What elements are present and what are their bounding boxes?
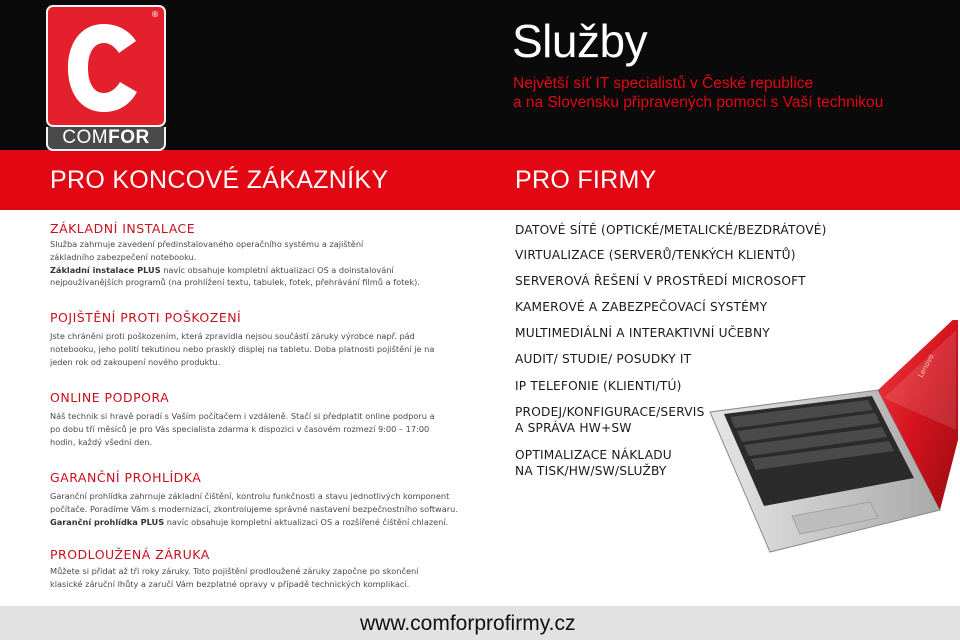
online-support-section bbox=[50, 390, 460, 448]
business-band-label: PRO FIRMY bbox=[515, 166, 657, 194]
registered-mark: ® bbox=[151, 10, 159, 19]
warranty-check-section bbox=[50, 470, 460, 528]
section-heading: ZÁKLADNÍ INSTALACE bbox=[50, 221, 196, 236]
business-item: SERVEROVÁ ŘEŠENÍ V PROSTŘEDÍ MICROSOFT bbox=[515, 274, 806, 288]
extended-warranty-section bbox=[50, 547, 460, 591]
section-heading: PRODLOUŽENÁ ZÁRUKA bbox=[50, 547, 210, 562]
business-item: VIRTUALIZACE (SERVERŮ/TENKÝCH KLIENTŮ) bbox=[515, 248, 796, 262]
website-link[interactable]: www.comforprofirmy.cz bbox=[360, 612, 576, 635]
section-heading: GARANČNÍ PROHLÍDKA bbox=[50, 470, 202, 485]
business-item: IP TELEFONIE (KLIENTI/TÚ) bbox=[515, 379, 682, 393]
section-text: Služba zahrnuje zavedení předinstalovaného operačního systému a zajištění základního zabezpečení notebooku. Základní instalace PLUS navíc obsahuje kompletní aktualizaci OS a doinstalování nejpoužívanějších programů (na prohlížení textu, tabulek, fotek, přehrávání filmů a fotek). bbox=[50, 239, 420, 288]
business-item: AUDIT/ STUDIE/ POSUDKY IT bbox=[515, 352, 692, 366]
section-text: Garanční prohlídka zahrnuje základní čištění, kontrolu funkčnosti a stavu jednotlivých komponent počítače. Poradíme Vám s modernizací, zkontrolujeme správné nastavení bezpečnostního softwaru. Garanční prohlídka PLUS navíc obsahuje kompletní aktualizaci OS a rozšířené čištění chlazení. bbox=[50, 491, 458, 527]
business-item: PRODEJ/KONFIGURACE/SERVIS A SPRÁVA HW+SW bbox=[515, 405, 705, 435]
logo-emblem bbox=[46, 5, 166, 127]
logo-wordmark: COMFOR bbox=[46, 127, 166, 151]
basic-installation-section bbox=[50, 221, 460, 289]
laptop-image bbox=[700, 320, 960, 560]
business-item: KAMEROVÉ A ZABEZPEČOVACÍ SYSTÉMY bbox=[515, 300, 768, 314]
laptop-brand-label: Lenovo bbox=[916, 352, 936, 379]
section-text: Jste chráněni proti poškozením, která zpravidla nejsou součástí záruky výrobce např. pád notebooku, jeho polití tekutinou nebo prasklý displej na tabletu. Doba platnosti pojištění je na jeden rok od zakoupení nového produktu. bbox=[50, 331, 435, 367]
section-heading: ONLINE PODPORA bbox=[50, 390, 170, 405]
consumer-band-label: PRO KONCOVÉ ZÁKAZNÍKY bbox=[50, 166, 389, 194]
page-title: Služby bbox=[512, 15, 648, 67]
business-item: MULTIMEDIÁLNÍ A INTERAKTIVNÍ UČEBNY bbox=[515, 326, 770, 340]
c-letter-icon bbox=[48, 7, 166, 127]
section-heading: POJIŠTĚNÍ PROTI POŠKOZENÍ bbox=[50, 310, 242, 325]
business-item: DATOVÉ SÍTĚ (OPTICKÉ/METALICKÉ/BEZDRÁTOVÉ) bbox=[515, 223, 827, 237]
section-text: Náš technik si hravě poradí s Vaším počítačem i vzdáleně. Stačí si předplatit online podporu a po dobu tří měsíců je pro Vás specialista zdarma k dispozici v časovém rozmezí 9:00 – 17:00 hodin, každý všední den. bbox=[50, 411, 435, 447]
comfor-logo[interactable] bbox=[46, 5, 166, 151]
page-subtitle: Největší síť IT specialistů v České republice a na Slovensku připravených pomoci s Vaší technikou bbox=[513, 75, 884, 111]
damage-insurance-section bbox=[50, 310, 460, 368]
business-item: OPTIMALIZACE NÁKLADU NA TISK/HW/SW/SLUŽBY bbox=[515, 448, 672, 478]
section-text: Můžete si přidat až tři roky záruky. Toto pojištění prodloužené záruky započne po skončení klasické záruční lhůty a zaručí Vám bezplatné opravy v případě technických komplikací. bbox=[50, 566, 419, 589]
